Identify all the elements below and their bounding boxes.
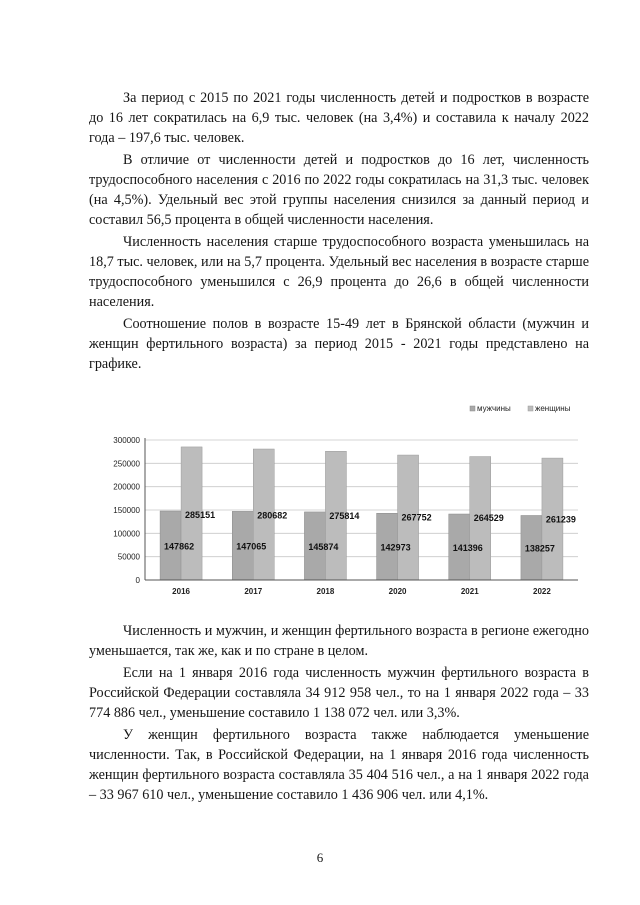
legend-swatch-женщины bbox=[528, 406, 533, 411]
y-tick-label: 150000 bbox=[113, 506, 140, 515]
y-tick-label: 200000 bbox=[113, 482, 140, 492]
paragraph-children: За период с 2015 по 2021 годы численность детей и подростков в возрасте до 16 лет сократилась на 6,9 тыс. человек (на 3,4%) и составила к началу 2022 года – 197,6 тыс. человек. bbox=[89, 90, 589, 146]
y-tick-label: 300000 bbox=[113, 436, 140, 445]
legend-label-мужчины: мужчины bbox=[477, 404, 511, 413]
x-tick-label: 2022 bbox=[533, 587, 551, 596]
x-tick-label: 2016 bbox=[172, 587, 190, 596]
paragraph-fertile-trend: Численность и мужчин, и женщин фертильного возраста в регионе ежегодно уменьшается, так же, как и по стране в целом. bbox=[89, 623, 589, 659]
y-tick-label: 50000 bbox=[117, 552, 140, 562]
data-label-women-2020: 267752 bbox=[401, 512, 432, 523]
data-label-women-2018: 275814 bbox=[329, 510, 360, 521]
x-tick-label: 2020 bbox=[388, 587, 407, 596]
data-label-men-2021: 141396 bbox=[452, 543, 483, 554]
x-tick-label: 2018 bbox=[316, 587, 335, 596]
data-label-women-2022: 261239 bbox=[545, 514, 576, 525]
data-label-men-2017: 147065 bbox=[236, 541, 267, 552]
page-number: 6 bbox=[316, 850, 324, 865]
chart-grid bbox=[145, 440, 578, 557]
legend-swatch-мужчины bbox=[470, 406, 475, 411]
chart-svg bbox=[100, 396, 600, 606]
data-label-women-2021: 264529 bbox=[473, 513, 504, 524]
chart-labels bbox=[164, 510, 576, 554]
y-tick-label: 0 bbox=[135, 576, 140, 585]
y-tick-label: 100000 bbox=[113, 529, 140, 539]
data-label-women-2017: 280682 bbox=[257, 510, 288, 521]
y-tick-label: 250000 bbox=[113, 459, 140, 469]
data-label-men-2020: 142973 bbox=[380, 542, 411, 553]
chart-legend bbox=[470, 404, 571, 413]
paragraph-men-rf: Если на 1 января 2016 года численность мужчин фертильного возраста в Российской Федерации составляла 34 912 958 чел., то на 1 января 2022 года – 33 774 886 чел., уменьшение составило 1 138 072 чел. или 3,3%. bbox=[89, 665, 589, 721]
paragraph-working-age: В отличие от численности детей и подростков до 16 лет, численность трудоспособного населения с 2016 по 2022 годы сократилась на 31,3 тыс. человек (на 4,5%). Удельный вес этой группы населения снизился за данный период и составил 56,5 процента в общей численности населения. bbox=[89, 152, 589, 228]
data-label-women-2016: 285151 bbox=[185, 509, 216, 520]
text-top bbox=[89, 88, 589, 376]
data-label-men-2022: 138257 bbox=[524, 543, 555, 554]
data-label-men-2016: 147862 bbox=[164, 541, 195, 552]
paragraph-elderly: Численность населения старше трудоспособного возраста уменьшилась на 18,7 тыс. человек, или на 5,7 процента. Удельный вес населения в возрасте старше трудоспособного уменьшился с 26,9 процента до 26,6 в общей численности населения. bbox=[89, 234, 589, 310]
x-tick-label: 2021 bbox=[460, 587, 479, 596]
x-tick-label: 2017 bbox=[244, 587, 263, 596]
paragraph-chart-intro: Соотношение полов в возрасте 15-49 лет в Брянской области (мужчин и женщин фертильного возраста) за период 2015 - 2021 годы представлено на графике. bbox=[89, 316, 589, 372]
data-label-men-2018: 145874 bbox=[308, 541, 339, 552]
text-bottom bbox=[89, 621, 589, 807]
legend-label-женщины: женщины bbox=[535, 404, 571, 413]
paragraph-women-rf: У женщин фертильного возраста также наблюдается уменьшение численности. Так, в Российской Федерации, на 1 января 2016 года численность женщин фертильного возраста составляла 35 404 516 чел., а на 1 января 2022 года – 33 967 610 чел., уменьшение составило 1 436 906 чел. или 4,1%. bbox=[89, 727, 589, 803]
bar-chart bbox=[100, 396, 600, 606]
